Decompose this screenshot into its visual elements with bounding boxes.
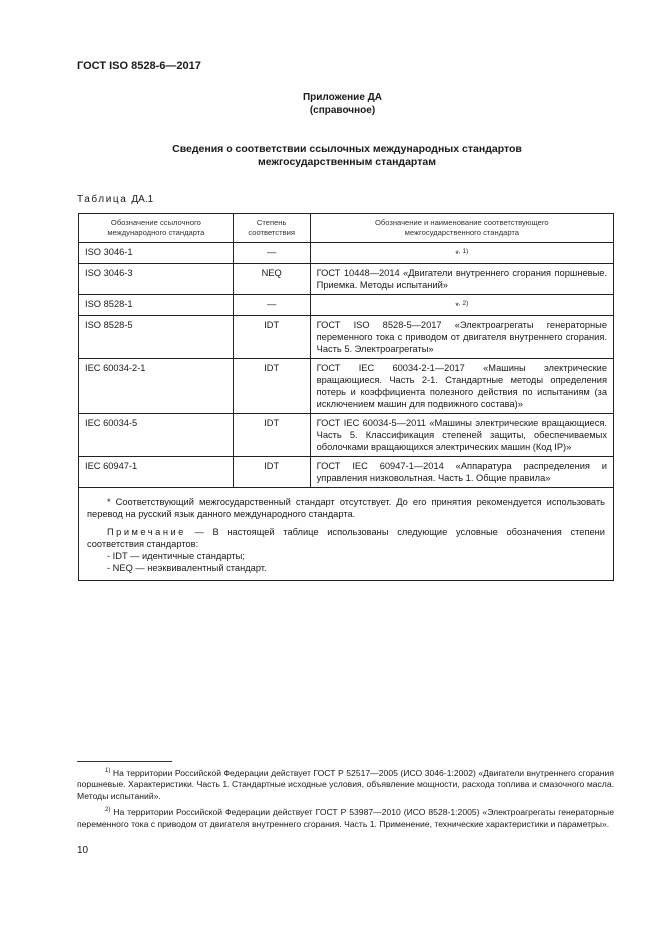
- row-reference: IEC 60034-2-1: [79, 359, 234, 414]
- page-number: 10: [77, 845, 89, 856]
- section-title: [77, 143, 617, 169]
- table-caption-word: Таблица: [77, 194, 128, 205]
- section-title-line1: Сведения о соответствии ссылочных международных стандартов: [172, 143, 522, 155]
- row-standard: ГОСТ ISO 8528-5—2017 «Электроагрегаты генераторные переменного тока с приводом от двигателя внутреннего сгорания. Часть 5. Электроагрегаты»: [310, 316, 613, 359]
- row-standard: ГОСТ IEC 60947-1—2014 «Аппаратура распределения и управления низковольтная. Часть 1. Общие правила»: [310, 457, 613, 488]
- table-row: [79, 457, 614, 488]
- table-row: [79, 295, 614, 316]
- row-reference: IEC 60947-1: [79, 457, 234, 488]
- row-standard: *$^{, 1)}$: [310, 243, 613, 264]
- table-caption-id: ДА.1: [131, 194, 154, 205]
- table-row: [79, 243, 614, 264]
- table-row: [79, 264, 614, 295]
- row-standard: *$^{, 2)}$: [310, 295, 613, 316]
- row-standard: ГОСТ IEC 60034-2-1—2017 «Машины электрические вращающиеся. Часть 2-1. Стандартные методы определения потерь и коэффициента полезного действия по испытаниям (за исключением машин для подвижного состава)»: [310, 359, 613, 414]
- header-interstate-standard: Обозначение и наименование соответствующего межгосударственного стандарта: [310, 214, 613, 243]
- annex-title: Приложение ДА: [302, 92, 383, 103]
- header-degree: Степень соответствия: [233, 214, 310, 243]
- table-note: [87, 526, 605, 550]
- row-degree: IDT: [233, 316, 310, 359]
- note-text: — В настоящей таблице использованы следующие условные обозначения степени соответствия стандартов:: [87, 527, 605, 550]
- table-notes: [79, 488, 614, 581]
- list-item: - IDT — идентичные стандарты;: [107, 551, 245, 562]
- footnote-1: $^{1)}$ На территории Российской Федерации действует ГОСТ Р 52517—2005 (ИСО 3046-1:2002) «Двигатели внутреннего сгорания поршневые. Характеристики. Часть 1. Стандартные исходные условия, объявление мощности, расхода топлива и смазочного масла. Методы испытаний».: [77, 767, 614, 801]
- table-header-row: [79, 214, 614, 243]
- footnote-2: $^{2)}$ На территории Российской Федерации действует ГОСТ Р 53987—2010 (ИСО 8528-1:2005) «Электроагрегаты генераторные переменного тока с приводом от двигателя внутреннего сгорания. Часть 1. Применение, технические характеристики и параметры».: [77, 807, 614, 829]
- row-reference: ISO 3046-3: [79, 264, 234, 295]
- table-row: [79, 359, 614, 414]
- correspondence-table: [78, 213, 614, 581]
- footnote-mark: 2): [105, 807, 111, 814]
- row-reference: ISO 8528-5: [79, 316, 234, 359]
- row-degree: —: [233, 243, 310, 264]
- row-standard: ГОСТ IEC 60034-5—2011 «Машины электрические вращающиеся. Часть 5. Классификация степеней защиты, обеспечиваемых оболочками вращающихся электрических машин (Код IP)»: [310, 414, 613, 457]
- row-reference: ISO 8528-1: [79, 295, 234, 316]
- row-reference: IEC 60034-5: [79, 414, 234, 457]
- footnote-mark: 1): [105, 768, 111, 774]
- row-degree: IDT: [233, 414, 310, 457]
- annex-heading: [0, 91, 661, 117]
- row-degree: NEQ: [233, 264, 310, 295]
- footnotes: [77, 766, 614, 833]
- table-row: [79, 316, 614, 359]
- row-reference: ISO 3046-1: [79, 243, 234, 264]
- document-header: ГОСТ ISO 8528-6—2017: [77, 60, 201, 72]
- header-reference-standard: Обозначение ссылочного международного стандарта: [79, 214, 234, 243]
- list-item: - NEQ — неэквивалентный стандарт.: [107, 563, 267, 574]
- row-standard: ГОСТ 10448—2014 «Двигатели внутреннего сгорания поршневые. Приемка. Методы испытаний»: [310, 264, 613, 295]
- row-degree: IDT: [233, 457, 310, 488]
- row-degree: —: [233, 295, 310, 316]
- table-notes-row: [79, 488, 614, 581]
- table-caption: [77, 194, 153, 205]
- footnote-divider: [77, 761, 172, 762]
- annex-subtitle: (справочное): [309, 105, 376, 116]
- note-label: Примечание: [107, 527, 186, 538]
- section-title-line2: межгосударственным стандартам: [258, 156, 436, 168]
- table-row: [79, 414, 614, 457]
- row-degree: IDT: [233, 359, 310, 414]
- asterisk-note: * Соответствующий межгосударственный стандарт отсутствует. До его принятия рекомендуется использовать перевод на русский язык данного международного стандарта.: [87, 497, 605, 520]
